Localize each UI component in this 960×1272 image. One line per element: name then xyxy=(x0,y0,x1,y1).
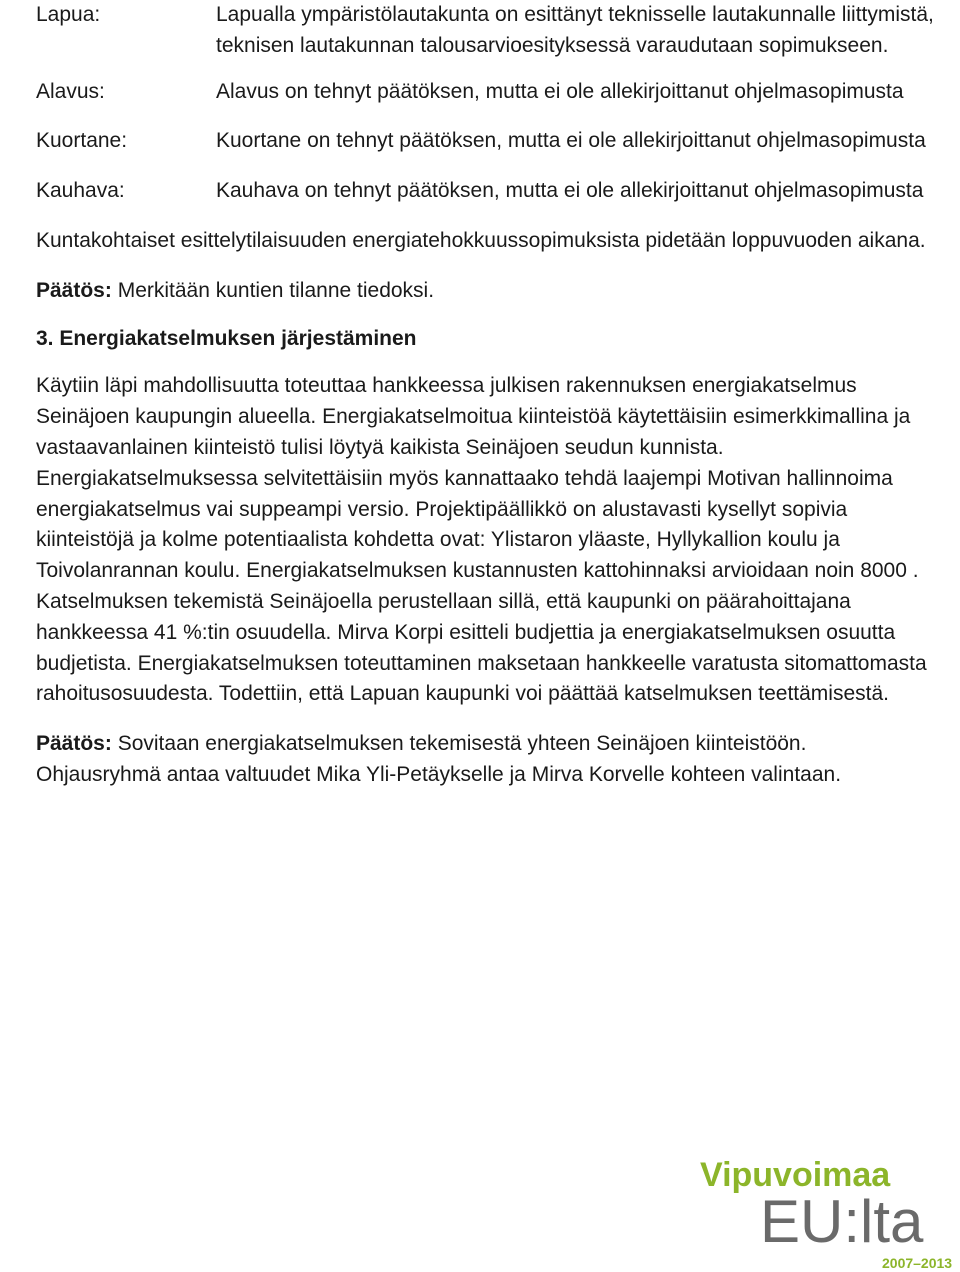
municipality-status: Kuortane on tehnyt päätöksen, mutta ei ole allekirjoittanut ohjelmasopimusta xyxy=(216,129,926,153)
decision-label: Päätös: xyxy=(36,732,112,756)
municipality-status: Alavus on tehnyt päätöksen, mutta ei ole allekirjoittanut ohjelmasopimusta xyxy=(216,79,904,103)
municipality-status: Kauhava on tehnyt päätöksen, mutta ei ole allekirjoittanut ohjelmasopimusta xyxy=(216,179,924,203)
municipality-row-lapua xyxy=(36,0,936,62)
municipality-row-kauhava xyxy=(36,176,936,207)
section-heading: 3. Energiakatselmuksen järjestäminen xyxy=(36,326,417,350)
decision-paragraph xyxy=(36,276,936,307)
municipality-row-alavus xyxy=(36,77,936,108)
municipality-row-kuortane xyxy=(36,126,936,157)
logo-years: 2007–2013 xyxy=(882,1255,953,1271)
municipality-label: Kuortane: xyxy=(36,129,128,153)
municipality-label: Lapua: xyxy=(36,3,101,26)
document-page xyxy=(36,0,936,791)
decision-text: Sovitaan energiakatselmuksen tekemisestä yhteen Seinäjoen kiinteistöön. Ohjausryhmä antaa valtuudet Mika Yli-Petäykselle ja Mirva Korvelle kohteen valintaan. xyxy=(36,732,842,786)
municipality-label: Alavus: xyxy=(36,79,105,103)
section-body: Käytiin läpi mahdollisuutta toteuttaa hankkeessa julkisen rakennuksen energiakatselmus Seinäjoen kaupungin alueella. Energiakatselmoitua kiinteistöä käytettäisiin esimerkkimallina ja vastaavanlainen kiinteistö tulisi löytyä kaikista Seinäjoen seudun kunnista. Energiakatselmuksessa selvitettäisiin myös kannattaako tehdä laajempi Motivan hallinnoima energiakatselmus vai suppeampi versio. Projektipäällikkö on alustavasti kysellyt sopivia kiinteistöjä ja kolme potentiaalista kohdetta ovat: Ylistaron yläaste, Hyllykallion koulu ja Toivolanrannan koulu. Energiakatselmuksen kustannusten kattohinnaksi arvioidaan noin 8000 . Katselmuksen tekemistä Seinäjoella perustellaan sillä, että kaupunki on päärahoittajana hankkeessa 41 %:tin osuudella. Mirva Korpi esitteli budjettia ja energiakatselmuksen osuutta budjetista. Energiakatselmuksen toteuttaminen maksetaan hankkeelle varatusta sitomattomasta rahoitusosuudesta. Todettiin, että Lapuan kaupunki voi päättää katselmuksen teettämisestä. xyxy=(36,374,927,706)
decision-label: Päätös: xyxy=(36,278,112,302)
municipality-status: Lapualla ympäristölautakunta on esittänyt teknisselle lautakunnalle liittymistä, teknisen lautakunnan talousarvioesityksessä varaudutaan sopimukseen. xyxy=(216,3,934,57)
presentation-note: Kuntakohtaiset esittelytilaisuuden energiatehokkuussopimuksista pidetään loppuvuoden aikana. xyxy=(36,228,926,252)
decision-text: Merkitään kuntien tilanne tiedoksi. xyxy=(117,278,435,302)
logo-line2: EU:lta xyxy=(760,1188,924,1255)
vipuvoimaa-eu-logo xyxy=(700,1150,960,1272)
municipality-label: Kauhava: xyxy=(36,179,125,203)
decision-paragraph xyxy=(36,729,936,791)
logo-line1: Vipuvoimaa xyxy=(700,1156,891,1194)
